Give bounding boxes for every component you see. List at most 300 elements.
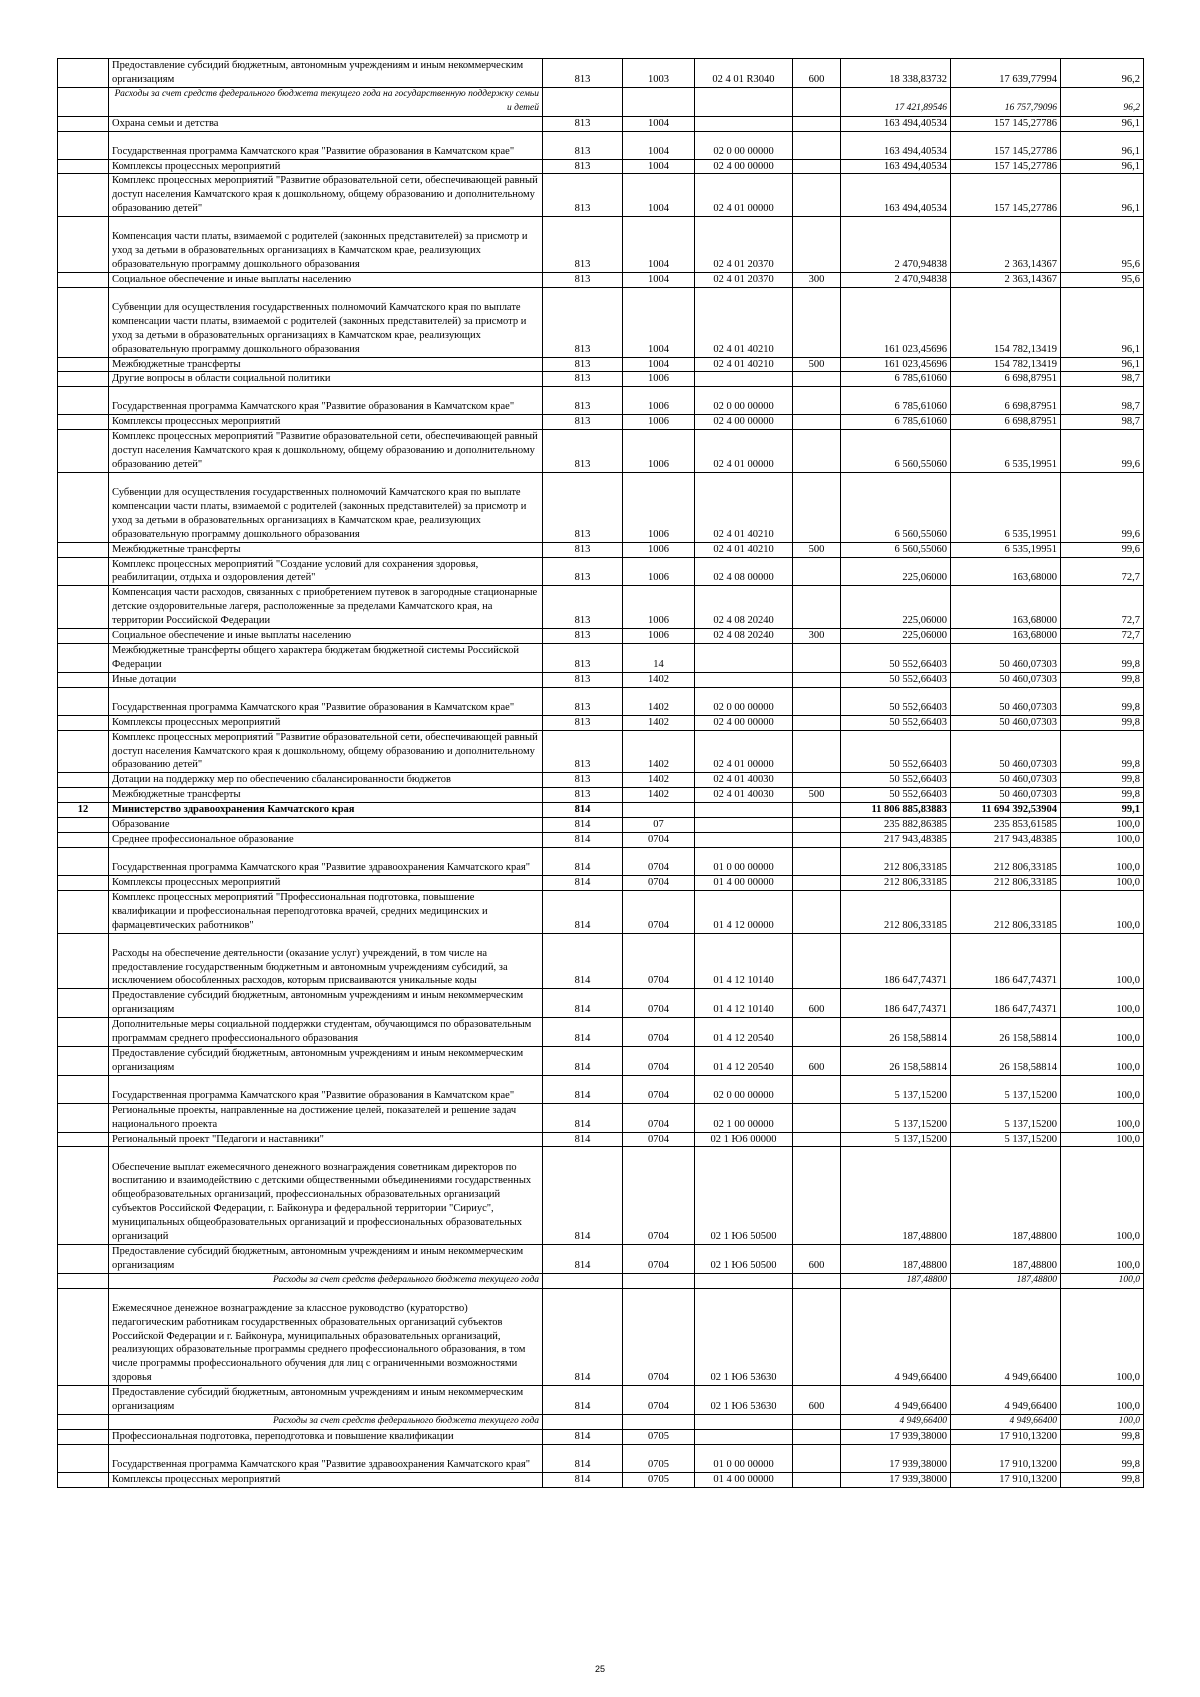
execution-percent-cell: 99,1 [1061,803,1144,818]
table-row [58,1103,1144,1132]
execution-percent-cell: 99,8 [1061,1472,1144,1487]
execution-percent-cell: 100,0 [1061,1147,1144,1245]
row-number-cell [58,159,109,174]
target-article-cell [695,1415,793,1430]
target-article-cell: 02 4 00 00000 [695,715,793,730]
expense-type-cell [793,557,841,586]
row-name-cell: Комплекс процессных мероприятий "Развитие образовательной сети, обеспечивающей равный доступ населения Камчатского края к дошкольному, общему образованию и дополнительному образованию детей" [109,730,543,773]
row-number-cell [58,472,109,542]
ved-code-cell: 813 [543,430,623,473]
section-code-cell: 0704 [623,847,695,875]
target-article-cell: 01 0 00 00000 [695,1444,793,1472]
table-row [58,586,1144,629]
row-number-cell [58,1444,109,1472]
execution-percent-cell: 100,0 [1061,989,1144,1018]
target-article-cell: 01 4 12 20540 [695,1046,793,1075]
row-name-cell: Комплексы процессных мероприятий [109,875,543,890]
table-row [58,1018,1144,1047]
expense-type-cell [793,87,841,116]
plan-amount-cell: 163 494,40534 [841,174,951,217]
target-article-cell: 02 4 01 40210 [695,357,793,372]
execution-percent-cell: 99,8 [1061,672,1144,687]
fact-amount-cell: 186 647,74371 [951,989,1061,1018]
expense-type-cell [793,1147,841,1245]
row-name-cell: Расходы на обеспечение деятельности (оказание услуг) учреждений, в том числе на предоставление государственным бюджетным и автономным учреждениям субсидий, за исключением обособленных расходов, которым присваиваются уникальные коды [109,933,543,989]
plan-amount-cell: 17 421,89546 [841,87,951,116]
expense-type-cell [793,730,841,773]
row-number-cell [58,1288,109,1386]
section-code-cell: 1006 [623,372,695,387]
fact-amount-cell: 6 698,87951 [951,372,1061,387]
fact-amount-cell: 187,48800 [951,1147,1061,1245]
section-code-cell: 1006 [623,542,695,557]
plan-amount-cell: 6 785,61060 [841,387,951,415]
row-number-cell [58,1429,109,1444]
target-article-cell [695,372,793,387]
section-code-cell: 1004 [623,131,695,159]
ved-code-cell: 813 [543,387,623,415]
fact-amount-cell: 186 647,74371 [951,933,1061,989]
table-row [58,1273,1144,1288]
table-row [58,372,1144,387]
table-row [58,1415,1144,1430]
section-code-cell: 1402 [623,773,695,788]
table-row [58,272,1144,287]
plan-amount-cell: 50 552,66403 [841,644,951,673]
ved-code-cell: 814 [543,1147,623,1245]
target-article-cell [695,1429,793,1444]
ved-code-cell: 814 [543,933,623,989]
target-article-cell: 02 4 01 40210 [695,287,793,357]
row-number-cell [58,557,109,586]
row-number-cell [58,847,109,875]
fact-amount-cell: 187,48800 [951,1244,1061,1273]
expense-type-cell [793,1472,841,1487]
expense-type-cell: 600 [793,989,841,1018]
fact-amount-cell: 26 158,58814 [951,1046,1061,1075]
expense-type-cell [793,687,841,715]
table-row [58,1132,1144,1147]
fact-amount-cell: 50 460,07303 [951,788,1061,803]
ved-code-cell: 813 [543,672,623,687]
ved-code-cell: 813 [543,687,623,715]
ved-code-cell: 814 [543,803,623,818]
row-name-cell: Расходы за счет средств федерального бюджета текущего года на государственную поддержку семьи и детей [109,87,543,116]
plan-amount-cell: 187,48800 [841,1147,951,1245]
fact-amount-cell: 163,68000 [951,629,1061,644]
row-name-cell: Межбюджетные трансферты [109,542,543,557]
row-name-cell: Государственная программа Камчатского края "Развитие образования в Камчатском крае" [109,687,543,715]
expense-type-cell: 600 [793,1386,841,1415]
row-number-cell [58,1415,109,1430]
row-name-cell: Обеспечение выплат ежемесячного денежного вознаграждения советникам директоров по воспитанию и взаимодействию с детскими общественными объединениями государственных общеобразовательных организаций, профессиональных образовательных организаций субъектов Российской Федерации, г. Байконура и федеральной территории "Сириус", муниципальных общеобразовательных организаций и профессиональных образовательных организаций [109,1147,543,1245]
fact-amount-cell: 235 853,61585 [951,818,1061,833]
row-name-cell: Региональные проекты, направленные на достижение целей, показателей и решение задач национального проекта [109,1103,543,1132]
row-name-cell: Комплекс процессных мероприятий "Развитие образовательной сети, обеспечивающей равный доступ населения Камчатского края к дошкольному, общему образованию и дополнительному образованию детей" [109,174,543,217]
table-row [58,174,1144,217]
ved-code-cell: 813 [543,557,623,586]
plan-amount-cell: 186 647,74371 [841,933,951,989]
plan-amount-cell: 187,48800 [841,1244,951,1273]
plan-amount-cell: 235 882,86385 [841,818,951,833]
row-name-cell: Комплексы процессных мероприятий [109,415,543,430]
plan-amount-cell: 6 785,61060 [841,415,951,430]
plan-amount-cell: 225,06000 [841,557,951,586]
table-row [58,773,1144,788]
ved-code-cell: 813 [543,788,623,803]
row-number-cell [58,1018,109,1047]
row-number-cell [58,59,109,88]
row-name-cell: Комплексы процессных мероприятий [109,1472,543,1487]
row-number-cell [58,875,109,890]
section-code-cell: 1004 [623,159,695,174]
expense-type-cell [793,818,841,833]
expense-type-cell [793,1075,841,1103]
row-number-cell [58,1244,109,1273]
ved-code-cell: 814 [543,890,623,933]
section-code-cell: 1004 [623,217,695,273]
table-row [58,387,1144,415]
row-number-cell [58,586,109,629]
ved-code-cell: 814 [543,875,623,890]
table-row [58,1147,1144,1245]
row-number-cell [58,672,109,687]
expense-type-cell: 600 [793,1046,841,1075]
ved-code-cell: 813 [543,730,623,773]
ved-code-cell: 813 [543,542,623,557]
execution-percent-cell: 100,0 [1061,890,1144,933]
section-code-cell: 0704 [623,832,695,847]
expense-type-cell [793,847,841,875]
table-row [58,1046,1144,1075]
plan-amount-cell: 186 647,74371 [841,989,951,1018]
expense-type-cell [793,430,841,473]
table-row [58,1429,1144,1444]
expense-type-cell [793,1429,841,1444]
section-code-cell: 1006 [623,557,695,586]
plan-amount-cell: 2 470,94838 [841,272,951,287]
row-number-cell [58,174,109,217]
execution-percent-cell: 100,0 [1061,1386,1144,1415]
table-row [58,788,1144,803]
plan-amount-cell: 212 806,33185 [841,875,951,890]
plan-amount-cell: 50 552,66403 [841,687,951,715]
fact-amount-cell: 17 639,77994 [951,59,1061,88]
target-article-cell: 02 1 00 00000 [695,1103,793,1132]
execution-percent-cell: 100,0 [1061,1132,1144,1147]
expense-type-cell: 300 [793,629,841,644]
ved-code-cell: 813 [543,586,623,629]
row-name-cell: Другие вопросы в области социальной политики [109,372,543,387]
fact-amount-cell: 4 949,66400 [951,1288,1061,1386]
row-number-cell [58,788,109,803]
plan-amount-cell: 5 137,15200 [841,1103,951,1132]
table-row [58,87,1144,116]
fact-amount-cell: 50 460,07303 [951,644,1061,673]
row-number-cell [58,415,109,430]
table-row [58,933,1144,989]
execution-percent-cell: 100,0 [1061,1415,1144,1430]
plan-amount-cell: 163 494,40534 [841,131,951,159]
fact-amount-cell: 157 145,27786 [951,116,1061,131]
table-row [58,890,1144,933]
plan-amount-cell: 11 806 885,83883 [841,803,951,818]
section-code-cell: 1004 [623,174,695,217]
expense-type-cell [793,586,841,629]
plan-amount-cell: 50 552,66403 [841,773,951,788]
execution-percent-cell: 100,0 [1061,832,1144,847]
ved-code-cell: 814 [543,1103,623,1132]
row-name-cell: Государственная программа Камчатского края "Развитие образования в Камчатском крае" [109,1075,543,1103]
fact-amount-cell: 157 145,27786 [951,159,1061,174]
fact-amount-cell: 4 949,66400 [951,1415,1061,1430]
row-name-cell: Дополнительные меры социальной поддержки студентам, обучающимся по образовательным программам среднего профессионального образования [109,1018,543,1047]
plan-amount-cell: 5 137,15200 [841,1075,951,1103]
target-article-cell [695,818,793,833]
row-name-cell: Комплекс процессных мероприятий "Создание условий для сохранения здоровья, реабилитации, отдыха и оздоровления детей" [109,557,543,586]
section-code-cell [623,1273,695,1288]
row-number-cell [58,1386,109,1415]
ved-code-cell: 814 [543,1244,623,1273]
section-code-cell: 1006 [623,387,695,415]
fact-amount-cell: 17 910,13200 [951,1472,1061,1487]
fact-amount-cell: 217 943,48385 [951,832,1061,847]
fact-amount-cell: 6 535,19951 [951,542,1061,557]
ved-code-cell: 814 [543,847,623,875]
target-article-cell: 02 1 Ю6 00000 [695,1132,793,1147]
plan-amount-cell: 50 552,66403 [841,672,951,687]
row-number-cell [58,773,109,788]
table-row [58,430,1144,473]
section-code-cell: 0704 [623,875,695,890]
plan-amount-cell: 187,48800 [841,1273,951,1288]
row-name-cell: Предоставление субсидий бюджетным, автономным учреждениям и иным некоммерческим организациям [109,59,543,88]
expense-type-cell [793,1415,841,1430]
table-row [58,217,1144,273]
execution-percent-cell: 96,1 [1061,131,1144,159]
ved-code-cell [543,87,623,116]
section-code-cell: 1004 [623,272,695,287]
plan-amount-cell: 17 939,38000 [841,1444,951,1472]
row-name-cell: Социальное обеспечение и иные выплаты населению [109,629,543,644]
section-code-cell: 0704 [623,890,695,933]
fact-amount-cell: 212 806,33185 [951,847,1061,875]
expense-type-cell: 600 [793,1244,841,1273]
target-article-cell: 02 4 01 00000 [695,430,793,473]
section-code-cell [623,87,695,116]
expense-type-cell [793,1132,841,1147]
expense-type-cell [793,1018,841,1047]
expense-type-cell [793,131,841,159]
table-row [58,803,1144,818]
section-code-cell: 1006 [623,415,695,430]
expense-type-cell: 500 [793,788,841,803]
fact-amount-cell: 6 698,87951 [951,415,1061,430]
plan-amount-cell: 4 949,66400 [841,1415,951,1430]
fact-amount-cell: 163,68000 [951,557,1061,586]
expense-type-cell [793,875,841,890]
ved-code-cell [543,1273,623,1288]
execution-percent-cell: 100,0 [1061,1244,1144,1273]
row-name-cell: Социальное обеспечение и иные выплаты населению [109,272,543,287]
section-code-cell: 0704 [623,1018,695,1047]
execution-percent-cell: 99,8 [1061,1444,1144,1472]
fact-amount-cell: 17 910,13200 [951,1444,1061,1472]
row-name-cell: Субвенции для осуществления государственных полномочий Камчатского края по выплате компенсации части платы, взимаемой с родителей (законных представителей) за присмотр и уход за детьми в образовательных организациях в Камчатском крае, реализующих образовательную программу дошкольного образования [109,472,543,542]
row-number-cell [58,1075,109,1103]
row-name-cell: Комплексы процессных мероприятий [109,715,543,730]
execution-percent-cell: 96,1 [1061,287,1144,357]
table-row [58,1386,1144,1415]
ved-code-cell: 813 [543,472,623,542]
fact-amount-cell: 16 757,79096 [951,87,1061,116]
section-code-cell [623,1415,695,1430]
ved-code-cell: 814 [543,1444,623,1472]
expense-type-cell [793,1288,841,1386]
row-number-cell [58,430,109,473]
ved-code-cell: 813 [543,131,623,159]
target-article-cell [695,87,793,116]
fact-amount-cell: 4 949,66400 [951,1386,1061,1415]
section-code-cell: 0704 [623,1386,695,1415]
expense-type-cell [793,1444,841,1472]
row-number-cell [58,1132,109,1147]
row-name-cell: Расходы за счет средств федерального бюджета текущего года [109,1273,543,1288]
table-row [58,357,1144,372]
plan-amount-cell: 225,06000 [841,586,951,629]
expense-type-cell [793,159,841,174]
expense-type-cell [793,644,841,673]
expense-type-cell [793,803,841,818]
expense-type-cell [793,372,841,387]
expense-type-cell: 600 [793,59,841,88]
target-article-cell: 01 4 00 00000 [695,1472,793,1487]
fact-amount-cell: 187,48800 [951,1273,1061,1288]
table-row [58,1244,1144,1273]
table-row [58,730,1144,773]
row-number-cell [58,890,109,933]
table-row [58,59,1144,88]
table-row [58,832,1144,847]
fact-amount-cell: 17 910,13200 [951,1429,1061,1444]
target-article-cell [695,644,793,673]
execution-percent-cell: 96,1 [1061,357,1144,372]
ved-code-cell: 814 [543,1075,623,1103]
fact-amount-cell: 157 145,27786 [951,174,1061,217]
section-code-cell: 0704 [623,1075,695,1103]
row-number-cell [58,357,109,372]
plan-amount-cell: 225,06000 [841,629,951,644]
target-article-cell: 02 0 00 00000 [695,687,793,715]
row-name-cell: Региональный проект "Педагоги и наставники" [109,1132,543,1147]
row-name-cell: Предоставление субсидий бюджетным, автономным учреждениям и иным некоммерческим организациям [109,989,543,1018]
target-article-cell: 02 4 08 00000 [695,557,793,586]
expense-type-cell [793,1103,841,1132]
execution-percent-cell: 100,0 [1061,818,1144,833]
table-row [58,875,1144,890]
fact-amount-cell: 2 363,14367 [951,272,1061,287]
ved-code-cell: 813 [543,372,623,387]
row-number-cell [58,933,109,989]
table-row [58,847,1144,875]
section-code-cell: 0704 [623,1244,695,1273]
table-row [58,672,1144,687]
target-article-cell: 02 1 Ю6 53630 [695,1386,793,1415]
target-article-cell: 02 0 00 00000 [695,1075,793,1103]
row-number-cell [58,1046,109,1075]
section-code-cell: 1004 [623,116,695,131]
execution-percent-cell: 99,8 [1061,687,1144,715]
row-name-cell: Предоставление субсидий бюджетным, автономным учреждениям и иным некоммерческим организациям [109,1244,543,1273]
ved-code-cell: 813 [543,357,623,372]
ved-code-cell: 814 [543,1288,623,1386]
row-number-cell [58,730,109,773]
fact-amount-cell: 6 698,87951 [951,387,1061,415]
section-code-cell: 0704 [623,1103,695,1132]
execution-percent-cell: 100,0 [1061,1046,1144,1075]
section-code-cell: 1004 [623,287,695,357]
fact-amount-cell: 6 535,19951 [951,472,1061,542]
ved-code-cell: 814 [543,818,623,833]
target-article-cell: 02 4 01 20370 [695,217,793,273]
ved-code-cell: 814 [543,1429,623,1444]
section-code-cell: 0705 [623,1472,695,1487]
expense-type-cell [793,287,841,357]
expense-type-cell [793,933,841,989]
ved-code-cell: 813 [543,159,623,174]
ved-code-cell: 813 [543,217,623,273]
table-row [58,687,1144,715]
ved-code-cell: 814 [543,1472,623,1487]
row-number-cell [58,272,109,287]
row-number-cell [58,116,109,131]
plan-amount-cell: 4 949,66400 [841,1288,951,1386]
row-name-cell: Среднее профессиональное образование [109,832,543,847]
section-code-cell: 0704 [623,1132,695,1147]
fact-amount-cell: 154 782,13419 [951,357,1061,372]
table-row [58,1472,1144,1487]
section-code-cell [623,803,695,818]
plan-amount-cell: 163 494,40534 [841,116,951,131]
section-code-cell: 1402 [623,715,695,730]
row-number-cell [58,542,109,557]
target-article-cell: 02 4 01 40030 [695,788,793,803]
expense-type-cell [793,672,841,687]
section-code-cell: 0705 [623,1444,695,1472]
plan-amount-cell: 4 949,66400 [841,1386,951,1415]
expense-type-cell [793,217,841,273]
fact-amount-cell: 212 806,33185 [951,875,1061,890]
execution-percent-cell: 96,2 [1061,59,1144,88]
table-row [58,629,1144,644]
section-code-cell: 07 [623,818,695,833]
execution-percent-cell: 99,8 [1061,715,1144,730]
row-name-cell: Межбюджетные трансферты [109,788,543,803]
fact-amount-cell: 212 806,33185 [951,890,1061,933]
execution-percent-cell: 100,0 [1061,875,1144,890]
row-number-cell [58,818,109,833]
section-code-cell: 1003 [623,59,695,88]
execution-percent-cell: 98,7 [1061,372,1144,387]
expense-type-cell: 500 [793,542,841,557]
row-number-cell [58,372,109,387]
row-number-cell [58,387,109,415]
section-code-cell: 1006 [623,472,695,542]
target-article-cell [695,803,793,818]
execution-percent-cell: 100,0 [1061,1103,1144,1132]
fact-amount-cell: 6 535,19951 [951,430,1061,473]
row-number-cell: 12 [58,803,109,818]
